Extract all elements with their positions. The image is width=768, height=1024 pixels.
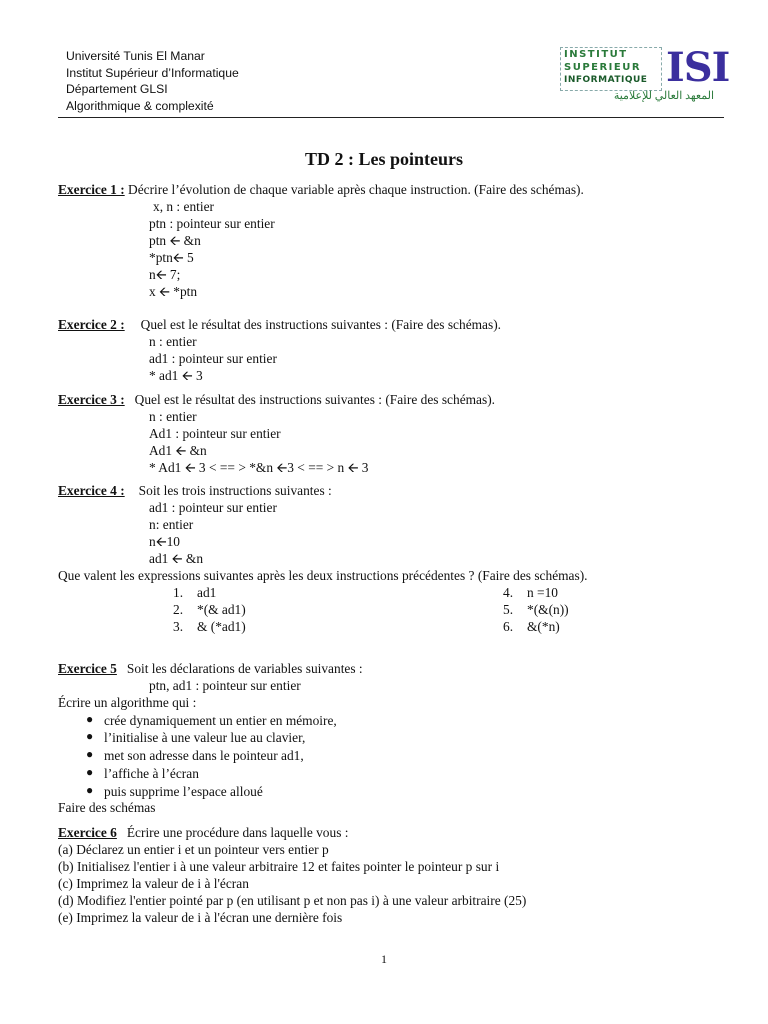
logo-arabic-text: المعهد العالي للإعلامية	[613, 90, 714, 102]
logo-line-superieur: SUPERIEUR	[564, 62, 642, 73]
exercise-6-heading	[58, 824, 348, 841]
page-header	[0, 0, 768, 120]
page-title: TD 2 : Les pointeurs	[304, 149, 463, 169]
ex4-item-number: 1.	[173, 585, 184, 600]
ex5-declaration: ptn, ad1 : pointeur sur entier	[149, 678, 301, 693]
ex4-item-number: 4.	[503, 585, 514, 600]
ex3-code-line: * Ad1 🡨 3 < == > *&n 🡨3 < == > n 🡨 3	[149, 460, 369, 475]
ex2-code-line: n : entier	[149, 334, 197, 349]
exercise-4-heading	[58, 482, 332, 499]
logo-line-informatique: INFORMATIQUE	[564, 75, 648, 85]
ex1-code-line: n🡨 7;	[149, 267, 181, 282]
ex6-item: (a) Déclarez un entier i et un pointeur vers entier p	[58, 842, 329, 857]
ex4-item-text: & (*ad1)	[197, 619, 246, 634]
ex1-code-line: x, n : entier	[153, 199, 214, 214]
course-name: Algorithmique & complexité	[66, 98, 214, 113]
institute-name: Institut Supérieur d’Informatique	[66, 65, 239, 80]
ex6-item: (b) Initialisez l'entier i à une valeur arbitraire 12 et faites pointer le pointeur p sur i	[58, 859, 500, 874]
institution-block	[66, 48, 239, 114]
ex5-intro: Écrire un algorithme qui :	[58, 695, 197, 710]
ex4-item-text: &(*n)	[527, 619, 560, 634]
ex1-code-line: *ptn🡨 5	[149, 250, 194, 265]
bullet-icon: ●	[86, 729, 94, 743]
ex3-code-line: n : entier	[149, 409, 197, 424]
exercise-6-label: Exercice 6	[58, 825, 117, 840]
ex4-item-number: 3.	[173, 619, 184, 634]
exercise-4-text: Soit les trois instructions suivantes :	[138, 483, 332, 498]
ex5-bullet-text: crée dynamiquement un entier en mémoire,	[104, 713, 337, 728]
exercise-5-heading	[58, 660, 363, 677]
ex4-code-line: ad1 🡨 &n	[149, 551, 204, 566]
university-name: Université Tunis El Manar	[66, 49, 205, 63]
ex4-code-line: n: entier	[149, 517, 194, 532]
ex2-code-line: * ad1 🡨 3	[149, 368, 203, 383]
ex3-code-line: Ad1 : pointeur sur entier	[149, 426, 281, 441]
ex5-bullet-text: puis supprime l’espace alloué	[104, 784, 263, 799]
bullet-icon: ●	[86, 712, 94, 726]
ex1-code-line: x 🡨 *ptn	[149, 284, 198, 299]
ex4-item-number: 5.	[503, 602, 514, 617]
exercise-2-label: Exercice 2 :	[58, 317, 125, 332]
exercise-5-label: Exercice 5	[58, 661, 117, 676]
ex4-code-line: ad1 : pointeur sur entier	[149, 500, 277, 515]
ex6-item: (c) Imprimez la valeur de i à l'écran	[58, 876, 249, 891]
exercise-5-text: Soit les déclarations de variables suivantes :	[126, 661, 363, 676]
ex4-item-text: n =10	[527, 585, 558, 600]
ex6-item: (e) Imprimez la valeur de i à l'écran une dernière fois	[58, 910, 343, 925]
ex4-item-text: *(& ad1)	[197, 602, 246, 617]
bullet-icon: ●	[86, 747, 94, 761]
ex5-bullet-text: l’initialise à une valeur lue au clavier,	[104, 730, 306, 745]
ex4-item-number: 2.	[173, 602, 184, 617]
exercise-4-label: Exercice 4 :	[58, 483, 125, 498]
ex5-bullet-text: met son adresse dans le pointeur ad1,	[104, 748, 304, 763]
ex4-item-text: ad1	[197, 585, 217, 600]
ex4-item-number: 6.	[503, 619, 514, 634]
exercise-2-text: Quel est le résultat des instructions suivantes : (Faire des schémas).	[140, 317, 502, 332]
department-name: Département GLSI	[66, 82, 168, 97]
exercise-1-label: Exercice 1 :	[58, 182, 125, 197]
exercise-3-text: Quel est le résultat des instructions suivantes : (Faire des schémas).	[134, 392, 496, 407]
isi-logo	[560, 44, 730, 103]
ex2-code-line: ad1 : pointeur sur entier	[149, 351, 277, 366]
exercise-1-text: Décrire l’évolution de chaque variable après chaque instruction. (Faire des schémas).	[124, 182, 584, 197]
ex4-question: Que valent les expressions suivantes après les deux instructions précédentes ? (Faire des schémas).	[58, 568, 588, 583]
ex4-item-text: *(&(n))	[527, 602, 569, 617]
exercise-3-heading	[58, 391, 495, 408]
ex4-code-line: n🡨10	[149, 534, 180, 549]
ex3-code-line: Ad1 🡨 &n	[149, 443, 207, 458]
exercise-3-label: Exercice 3 :	[58, 392, 125, 407]
ex1-code-line: ptn 🡨 &n	[149, 233, 201, 248]
logo-isi-letters: ISI	[666, 44, 730, 91]
ex5-bullet-text: l’affiche à l’écran	[104, 766, 199, 781]
ex6-item: (d) Modifiez l'entier pointé par p (en utilisant p et non pas i) à une valeur arbitraire (25)	[58, 893, 527, 908]
ex5-outro: Faire des schémas	[58, 800, 156, 815]
bullet-icon: ●	[86, 765, 94, 779]
bullet-icon: ●	[86, 783, 94, 797]
exercise-1-heading	[58, 181, 584, 198]
header-divider	[58, 117, 724, 118]
ex1-code-line: ptn : pointeur sur entier	[149, 216, 275, 231]
exercise-6-text: Écrire une procédure dans laquelle vous :	[126, 825, 349, 840]
page-number: 1	[381, 952, 387, 966]
logo-line-institut: INSTITUT	[564, 49, 628, 60]
exercise-2-heading	[58, 316, 501, 333]
